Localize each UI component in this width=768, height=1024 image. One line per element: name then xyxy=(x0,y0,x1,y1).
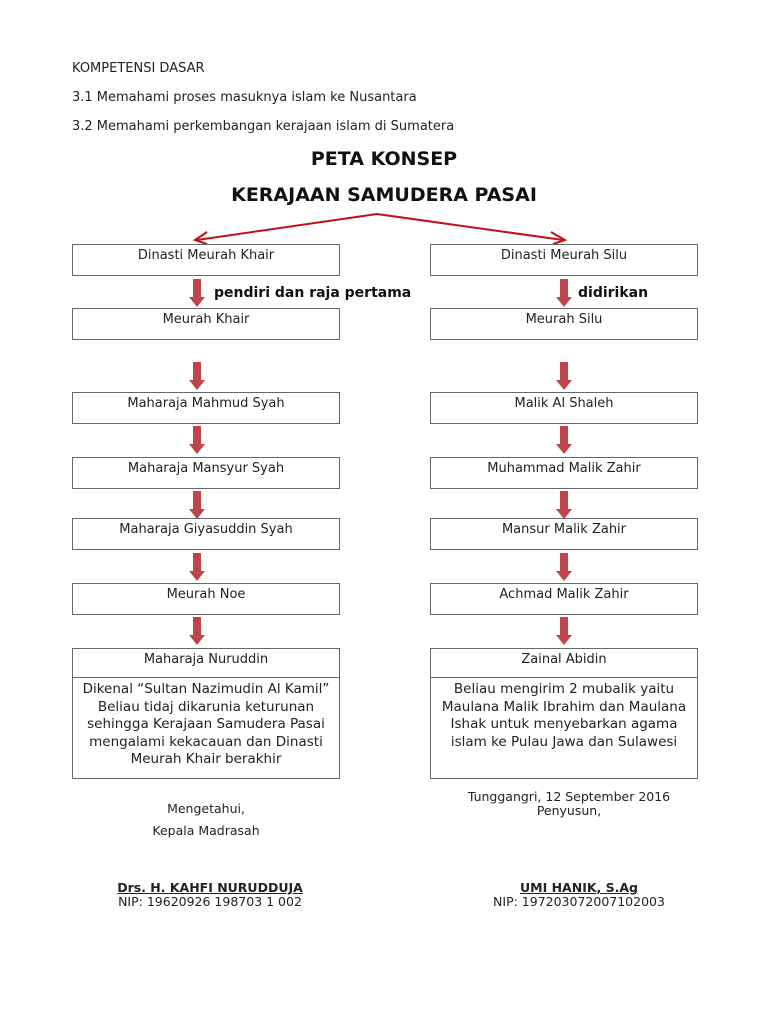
right-relation-label: didirikan xyxy=(578,285,649,301)
branch-arrows xyxy=(185,212,575,248)
left-down-arrow-5 xyxy=(189,553,205,581)
right-king-box-5: Achmad Malik Zahir xyxy=(430,583,698,615)
right-down-arrow-2 xyxy=(556,362,572,390)
signature-left-name: Drs. H. KAHFI NURUDDUJA xyxy=(117,880,303,895)
signature-left-line1: Mengetahui, xyxy=(167,801,245,816)
left-king-box-3: Maharaja Mansyur Syah xyxy=(72,457,340,489)
right-description-box: Beliau mengirim 2 mubalik yaitu Maulana Malik Ibrahim dan Maulana Ishak untuk menyebarkan agama islam ke Pulau Jawa dan Sulawesi xyxy=(430,677,698,779)
signature-right-role: Penyusun, xyxy=(536,803,602,818)
left-down-arrow-3 xyxy=(189,426,205,454)
right-king-box-3: Muhammad Malik Zahir xyxy=(430,457,698,489)
right-down-arrow-3 xyxy=(556,426,572,454)
right-king-box-2: Malik Al Shaleh xyxy=(430,392,698,424)
right-down-arrow-4 xyxy=(556,491,572,519)
left-description-box: Dikenal “Sultan Nazimudin Al Kamil” Beliau tidaj dikarunia keturunan sehingga Kerajaan Samudera Pasai mengalami kekacauan dan Dinasti Meurah Khair berakhir xyxy=(72,677,340,779)
left-king-box-5: Meurah Noe xyxy=(72,583,340,615)
signature-left-nip: NIP: 19620926 198703 1 002 xyxy=(118,894,302,909)
signature-right-date: Tunggangri, 12 September 2016 xyxy=(467,789,671,804)
right-king-box-6: Zainal Abidin xyxy=(430,648,698,678)
left-king-box-6: Maharaja Nuruddin xyxy=(72,648,340,678)
page-subtitle: KERAJAAN SAMUDERA PASAI xyxy=(231,184,537,206)
right-down-arrow-5 xyxy=(556,553,572,581)
signature-right-name: UMI HANIK, S.Ag xyxy=(520,880,638,895)
left-king-box-4: Maharaja Giyasuddin Syah xyxy=(72,518,340,550)
right-down-arrow-6 xyxy=(556,617,572,645)
kompetensi-item-1: 3.1 Memahami proses masuknya islam ke Nusantara xyxy=(72,90,417,105)
left-relation-label: pendiri dan raja pertama xyxy=(214,285,412,301)
right-dynasty-box: Dinasti Meurah Silu xyxy=(430,244,698,276)
kompetensi-heading: KOMPETENSI DASAR xyxy=(72,61,205,76)
left-king-box-2: Maharaja Mahmud Syah xyxy=(72,392,340,424)
left-king-box-1: Meurah Khair xyxy=(72,308,340,340)
left-down-arrow-2 xyxy=(189,362,205,390)
page-title: PETA KONSEP xyxy=(310,148,458,170)
kompetensi-item-2: 3.2 Memahami perkembangan kerajaan islam di Sumatera xyxy=(72,119,455,134)
left-down-arrow-4 xyxy=(189,491,205,519)
branch-line-left xyxy=(197,214,377,240)
right-king-box-4: Mansur Malik Zahir xyxy=(430,518,698,550)
right-down-arrow-1 xyxy=(556,279,572,307)
signature-right-nip: NIP: 197203072007102003 xyxy=(493,894,665,909)
left-down-arrow-6 xyxy=(189,617,205,645)
branch-line-right xyxy=(377,214,563,240)
right-king-box-1: Meurah Silu xyxy=(430,308,698,340)
left-dynasty-box: Dinasti Meurah Khair xyxy=(72,244,340,276)
left-down-arrow-1 xyxy=(189,279,205,307)
signature-left-line2: Kepala Madrasah xyxy=(152,823,260,838)
